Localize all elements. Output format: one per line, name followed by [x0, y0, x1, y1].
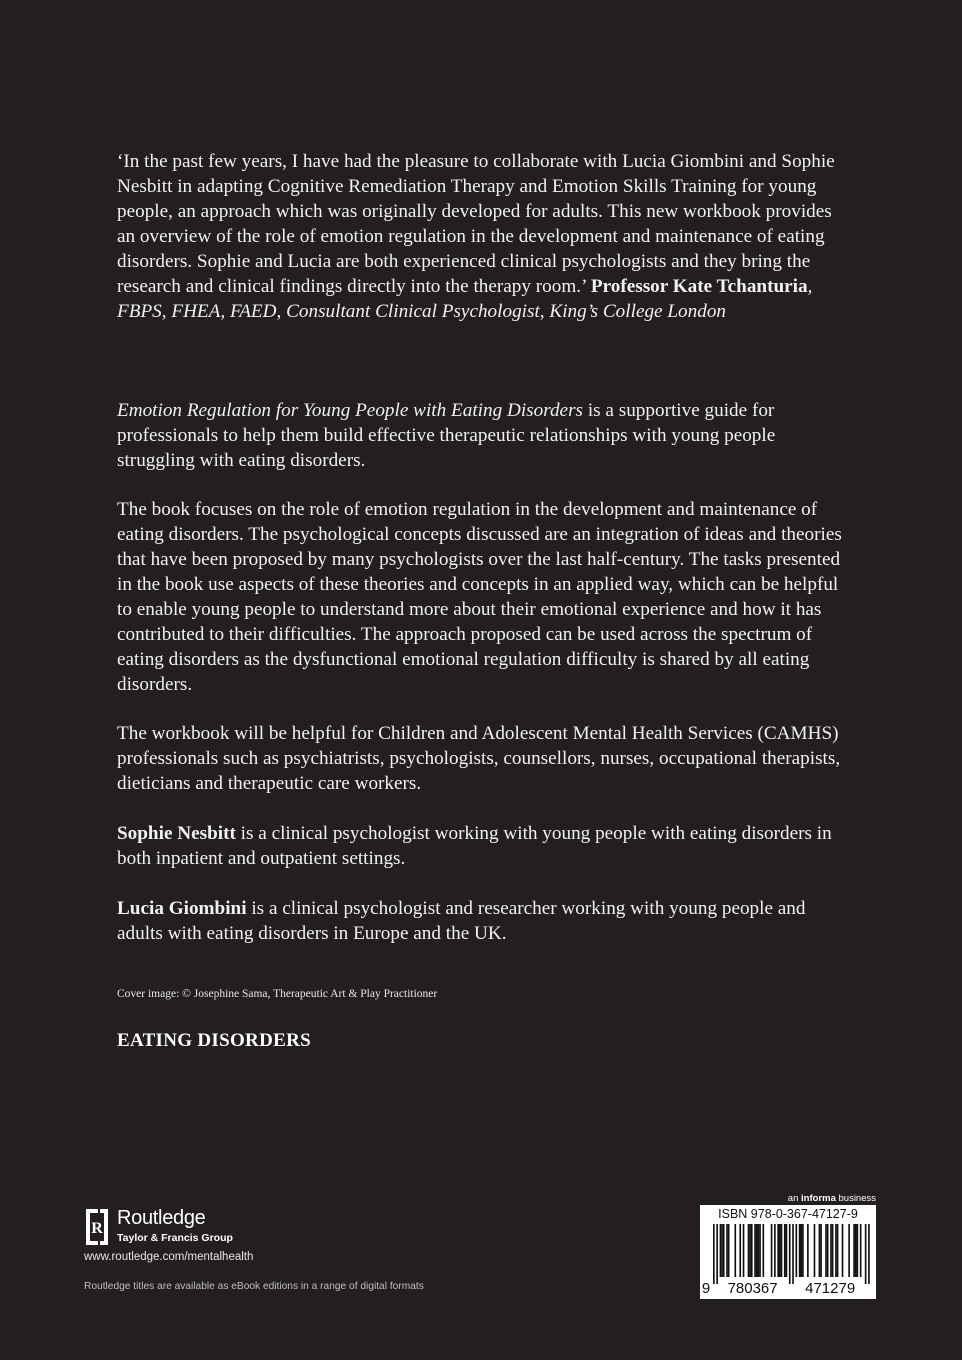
barcode-bar — [792, 1224, 794, 1284]
barcode-bar — [771, 1224, 773, 1277]
barcode-bar — [751, 1224, 753, 1277]
intro-text: is a supportive guide for professionals to help them build effective therapeutic relationships with young people struggling with eating disorders. — [117, 400, 776, 471]
barcode-bar — [754, 1224, 756, 1277]
barcode-bar — [835, 1224, 837, 1277]
subject-category: EATING DISORDERS — [117, 1030, 311, 1051]
barcode-bar — [723, 1224, 725, 1277]
ebook-availability-note: Routledge titles are available as eBook editions in a range of digital formats — [84, 1281, 424, 1292]
publisher-name: Routledge — [117, 1207, 206, 1229]
barcode-bar — [825, 1224, 827, 1277]
book-intro-paragraph — [117, 398, 847, 473]
publisher-group: Taylor & Francis Group — [117, 1232, 233, 1244]
endorsement-quote — [117, 149, 847, 324]
barcode-bar — [726, 1224, 728, 1277]
barcode-bar — [720, 1224, 722, 1277]
barcode-bar — [855, 1224, 857, 1277]
barcode-bar — [820, 1224, 822, 1277]
barcode-bar — [781, 1224, 783, 1277]
barcode-bar — [796, 1224, 798, 1277]
barcode-digits-right: 471279 — [805, 1280, 856, 1297]
barcode-bar — [800, 1224, 802, 1277]
focus-text: The book focuses on the role of emotion regulation in the development and maintenance of eating disorders. The psychological concepts discussed are an integration of ideas and theories that have been proposed by many psychologists over the last half-century. The tasks presented in the book use aspects of these theories and concepts in an applied way, which can be helpful to enable young people to understand more about their emotional experience and how it has contributed to their difficulties. The approach proposed can be used across the spectrum of eating disorders as the dysfunctional emotional regulation difficulty is shared by all eating disorders. — [117, 499, 842, 695]
barcode-bar — [779, 1224, 781, 1277]
informa-brand: informa — [801, 1193, 836, 1204]
barcode-bar — [749, 1224, 751, 1277]
barcode-bar — [758, 1224, 760, 1277]
barcode-bar — [842, 1224, 844, 1277]
barcode-bar — [728, 1224, 730, 1277]
barcode-bar — [739, 1224, 741, 1277]
informa-business-label: an informa business — [787, 1193, 876, 1204]
barcode-bar — [848, 1224, 850, 1277]
barcode-digits-left: 780367 — [727, 1280, 778, 1297]
barcode-bar — [853, 1224, 855, 1277]
barcode-bar — [865, 1224, 867, 1284]
barcode-bar — [734, 1224, 736, 1277]
barcode-bar — [830, 1224, 832, 1277]
isbn-barcode — [700, 1205, 876, 1299]
barcode-bar — [759, 1224, 761, 1277]
author-bio-text-lucia: is a clinical psychologist and researcher working with young people and adults with eating disorders in Europe and the UK. — [117, 898, 806, 944]
barcode-bar — [777, 1224, 779, 1277]
author-name-lucia: Lucia Giombini — [117, 898, 247, 919]
author-name-sophie: Sophie Nesbitt — [117, 823, 236, 844]
author-bio-text-sophie: is a clinical psychologist working with young people with eating disorders in both inpatient and outpatient settings. — [117, 823, 832, 869]
barcode-bar — [807, 1224, 809, 1277]
barcode-bar — [868, 1224, 870, 1284]
author-bio-lucia — [117, 896, 847, 946]
audience-paragraph — [117, 721, 847, 796]
author-bio-sophie — [117, 821, 847, 871]
barcode-bar — [860, 1224, 862, 1277]
quote-credentials: , FBPS, FHEA, FAED, Consultant Clinical Psychologist, King’s College London — [117, 276, 813, 322]
barcode-bar — [857, 1224, 859, 1277]
isbn-label: ISBN 978-0-367-47127-9 — [718, 1207, 858, 1221]
barcode-bar — [774, 1224, 776, 1277]
publisher-url: www.routledge.com/mentalhealth — [84, 1251, 254, 1263]
cover-image-credit: Cover image: © Josephine Sama, Therapeutic Art & Play Practitioner — [117, 988, 438, 1000]
barcode-bar — [713, 1224, 715, 1284]
book-focus-paragraph — [117, 497, 847, 697]
barcode-bar — [789, 1224, 791, 1284]
svg-text:R: R — [91, 1220, 103, 1237]
barcode-bar — [799, 1224, 801, 1277]
barcode-bar — [832, 1224, 834, 1277]
barcode-bar — [763, 1224, 765, 1277]
barcode-bar — [721, 1224, 723, 1277]
barcode-bar — [827, 1224, 829, 1277]
routledge-r-icon — [84, 1208, 110, 1246]
barcode-bar — [837, 1224, 839, 1277]
barcode-bar — [716, 1224, 718, 1284]
barcode-digit-first: 9 — [701, 1280, 711, 1297]
barcode-bar — [819, 1224, 821, 1277]
book-title: Emotion Regulation for Young People with Eating Disorders — [117, 400, 584, 421]
quote-text: ‘In the past few years, I have had the pleasure to collaborate with Lucia Giombini and Sophie Nesbitt in adapting Cognitive Remediation Therapy and Emotion Skills Training for young people, an approach which was originally developed for adults. This new workbook provides an overview of the role of emotion regulation in the development and maintenance of eating disorders. Sophie and Lucia are both experienced clinical psychologists and they bring the research and clinical findings directly into the therapy room.’ — [117, 151, 835, 297]
barcode-bar — [756, 1224, 758, 1277]
barcode-bar — [748, 1224, 750, 1277]
barcode-bar — [802, 1224, 804, 1277]
barcode-bar — [814, 1224, 816, 1277]
quote-author: Professor Kate Tchanturia — [590, 276, 808, 297]
barcode-bar — [784, 1224, 786, 1277]
barcode-bar — [743, 1224, 745, 1277]
publisher-logo — [84, 1207, 244, 1247]
audience-text: The workbook will be helpful for Children and Adolescent Mental Health Services (CAMHS) professionals such as psychiatrists, psychologists, counsellors, nurses, occupational therapists, dieticians and therapeutic care workers. — [117, 723, 841, 794]
barcode-bar — [786, 1224, 788, 1277]
